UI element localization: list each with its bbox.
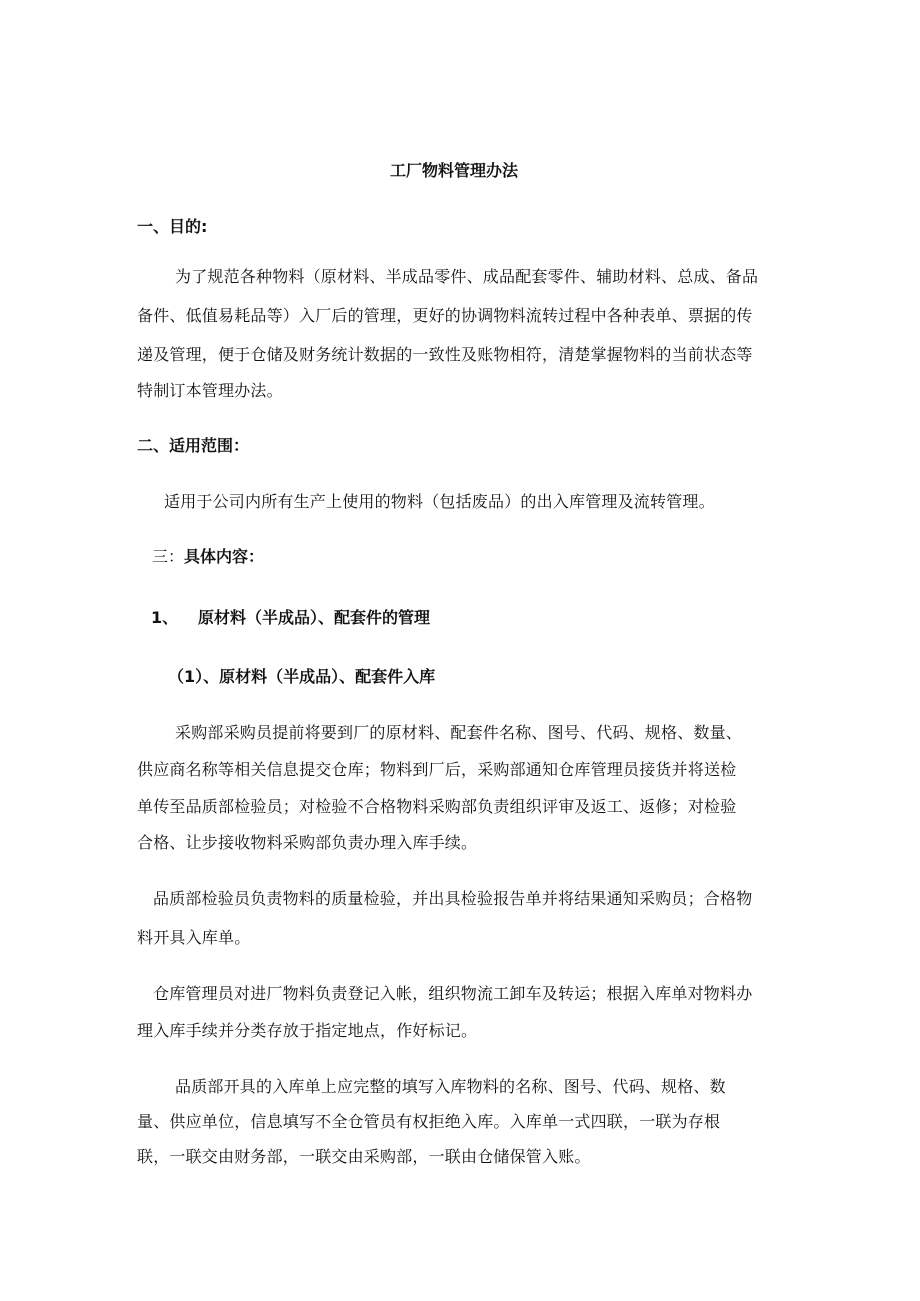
content-line: 理入库手续并分类存放于指定地点，作好标记。 [137, 1021, 478, 1040]
purpose-line: 为了规范各种物料（原材料、半成品零件、成品配套零件、辅助材料、总成、备品 [175, 267, 759, 286]
purpose-line: 递及管理，便于仓储及财务统计数据的一致性及账物相符，清楚掌握物料的当前状态等 [137, 345, 753, 364]
item-heading [151, 608, 430, 628]
content-line: 品质部检验员负责物料的质量检验，并出具检验报告单并将结果通知采购员；合格物 [153, 889, 753, 908]
section-heading-text: 具体内容： [184, 547, 265, 566]
content-line: 合格、让步接收物料采购部负责办理入库手续。 [137, 833, 478, 852]
section-heading-prefix: 三： [152, 547, 185, 566]
section-heading-content [152, 547, 264, 567]
content-line: 量、供应单位，信息填写不全仓管员有权拒绝入库。入库单一式四联，一联为存根 [137, 1112, 721, 1131]
content-line: 采购部采购员提前将要到厂的原材料、配套件名称、图号、代码、规格、数量、 [175, 723, 743, 742]
content-line: 品质部开具的入库单上应完整的填写入库物料的名称、图号、代码、规格、数 [175, 1077, 726, 1096]
purpose-line: 特制订本管理办法。 [137, 381, 283, 400]
scope-line: 适用于公司内所有生产上使用的物料（包括废品）的出入库管理及流转管理。 [164, 492, 715, 511]
item-number: 1、 [151, 608, 179, 627]
subitem-number: （1） [168, 667, 204, 686]
content-line: 单传至品质部检验员；对检验不合格物料采购部负责组织评审及返工、返修；对检验 [137, 797, 737, 816]
subitem-heading [168, 667, 435, 687]
content-line: 仓库管理员对进厂物料负责登记入帐，组织物流工卸车及转运；根据入库单对物料办 [153, 984, 753, 1003]
content-line: 料开具入库单。 [137, 928, 251, 947]
section-heading-scope: 二、适用范围： [137, 436, 250, 455]
content-line: 联，一联交由财务部，一联交由采购部，一联由仓储保管入账。 [137, 1147, 591, 1166]
document-title: 工厂物料管理办法 [390, 161, 519, 180]
section-heading-purpose: 一、目的: [137, 217, 208, 236]
purpose-line: 备件、低值易耗品等）入厂后的管理，更好的协调物料流转过程中各种表单、票据的传 [137, 306, 753, 325]
content-line: 供应商名称等相关信息提交仓库；物料到厂后，采购部通知仓库管理员接货并将送检 [137, 760, 737, 779]
subitem-title: 、原材料（半成品）、配套件入库 [203, 667, 436, 686]
item-title: 原材料（半成品）、配套件的管理 [198, 608, 431, 627]
